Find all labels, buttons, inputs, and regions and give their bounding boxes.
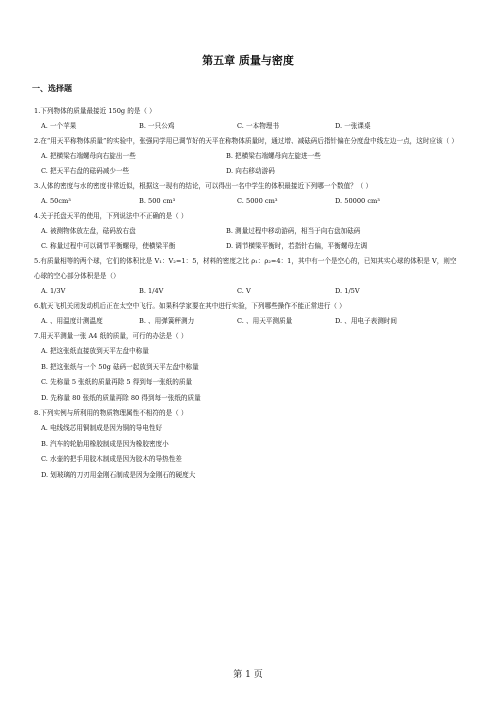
option-6b: B. 、用弹簧秤测力 <box>139 317 195 325</box>
options-6 <box>34 314 462 329</box>
question-5: 5.有质量相等的两个球，它们的体积比是 V₁：V₂=1：5，材料的密度之比 ρ₁：ρ₂=4：1，其中有一个是空心的，已知其实心球的体积是 V，则空心球的空心部分体积是是（） <box>34 257 457 280</box>
options-5 <box>34 284 462 299</box>
question-8: 8.下列实例与所利用的物质物理属性不相符的是（ ） <box>34 409 188 417</box>
options-2-row2 <box>34 164 462 179</box>
option-4a: A. 被测物体放左盘，砝码放右盘 <box>41 227 136 235</box>
option-7d: D. 先称量 80 张纸的质量再除 80 得到每一张纸的质量 <box>41 393 201 402</box>
option-6d: D. 、用电子表测时间 <box>335 317 397 325</box>
option-8a: A. 电线线芯用铜制成是因为铜的导电性好 <box>41 424 163 432</box>
options-4-row1 <box>34 224 462 239</box>
option-2d: D. 向右移动游码 <box>226 167 275 175</box>
option-4d: D. 调节横梁平衡时，若指针右偏，平衡螺母左调 <box>226 242 368 250</box>
option-7c: C. 先称量 5 张纸的质量再除 5 得到每一张纸的质量 <box>41 378 193 386</box>
option-2a: A. 把横梁右端螺母向右旋出一些 <box>41 152 136 160</box>
options-1 <box>34 119 462 134</box>
question-1: 1.下列物体的质量最接近 150g 的是（ ） <box>34 107 156 115</box>
option-1b: B. 一只公鸡 <box>139 122 175 130</box>
option-3a: A. 50cm³ <box>41 197 71 205</box>
option-5a: A. 1/3V <box>41 287 66 295</box>
page-number: 第 1 页 <box>233 670 263 680</box>
option-7a: A. 把这张纸直接放到天平左盘中称量 <box>41 347 149 355</box>
chapter-title: 第五章 质量与密度 <box>202 54 294 67</box>
question-2: 2.在“用天平称物体质量”的实验中，张强同学用已调节好的天平在称物体质量时，通过增、减砝码后指针偏在分度盘中线左边一点，这时应该（ ） <box>34 137 458 145</box>
option-1c: C. 一本物理书 <box>237 122 279 130</box>
option-1d: D. 一张课桌 <box>335 122 371 130</box>
section-heading: 一、选择题 <box>32 84 72 93</box>
question-7: 7.用天平测量一张 A4 纸的质量，可行的办法是（ ） <box>34 332 188 340</box>
option-3d: D. 50000 cm³ <box>335 197 380 205</box>
option-5d: D. 1/5V <box>335 287 360 295</box>
option-8d: D. 划玻璃的刀刃用金刚石制成是因为金刚石的硬度大 <box>41 470 196 479</box>
question-3: 3.人体的密度与水的密度非常近似，根据这一现有的结论，可以得出一名中学生的体积最接近下列哪一个数值？（ ） <box>34 182 373 190</box>
option-8c: C. 水壶的把手用胶木制成是因为胶木的导热性差 <box>41 455 182 463</box>
option-2b: B. 把横梁右端螺母向左旋进一些 <box>226 152 321 160</box>
options-4-row2 <box>34 239 462 254</box>
option-1a: A. 一个苹果 <box>41 122 77 130</box>
option-7b: B. 把这张纸与一个 50g 砝码一起放到天平左盘中称量 <box>41 362 199 371</box>
option-5c: C. V <box>237 287 251 295</box>
option-8b: B. 汽车的轮胎用橡胶制成是因为橡胶密度小 <box>41 439 169 448</box>
option-3c: C. 5000 cm³ <box>237 197 278 205</box>
option-3b: B. 500 cm³ <box>139 197 176 205</box>
options-3 <box>34 194 462 209</box>
option-4b: B. 测量过程中移动游码，相当于向右盘加砝码 <box>226 227 361 235</box>
option-5b: B. 1/4V <box>139 287 164 295</box>
question-4: 4.关于托盘天平的使用，下列说法中不正确的是（ ） <box>34 212 188 220</box>
option-6a: A. 、用温度计测温度 <box>41 317 103 325</box>
options-2-row1 <box>34 149 462 164</box>
option-6c: C. 、用天平测质量 <box>237 317 293 325</box>
option-2c: C. 把天平右盘的砝码减少一些 <box>41 167 130 175</box>
question-6: 6.航天飞机关闭发动机后正在太空中飞行。如果科学家要在其中进行实验，下列哪些操作不能正常进行（ ） <box>34 302 346 310</box>
option-4c: C. 称量过程中可以调节平衡螺母，使横梁平衡 <box>41 242 176 250</box>
question-list <box>34 104 462 483</box>
